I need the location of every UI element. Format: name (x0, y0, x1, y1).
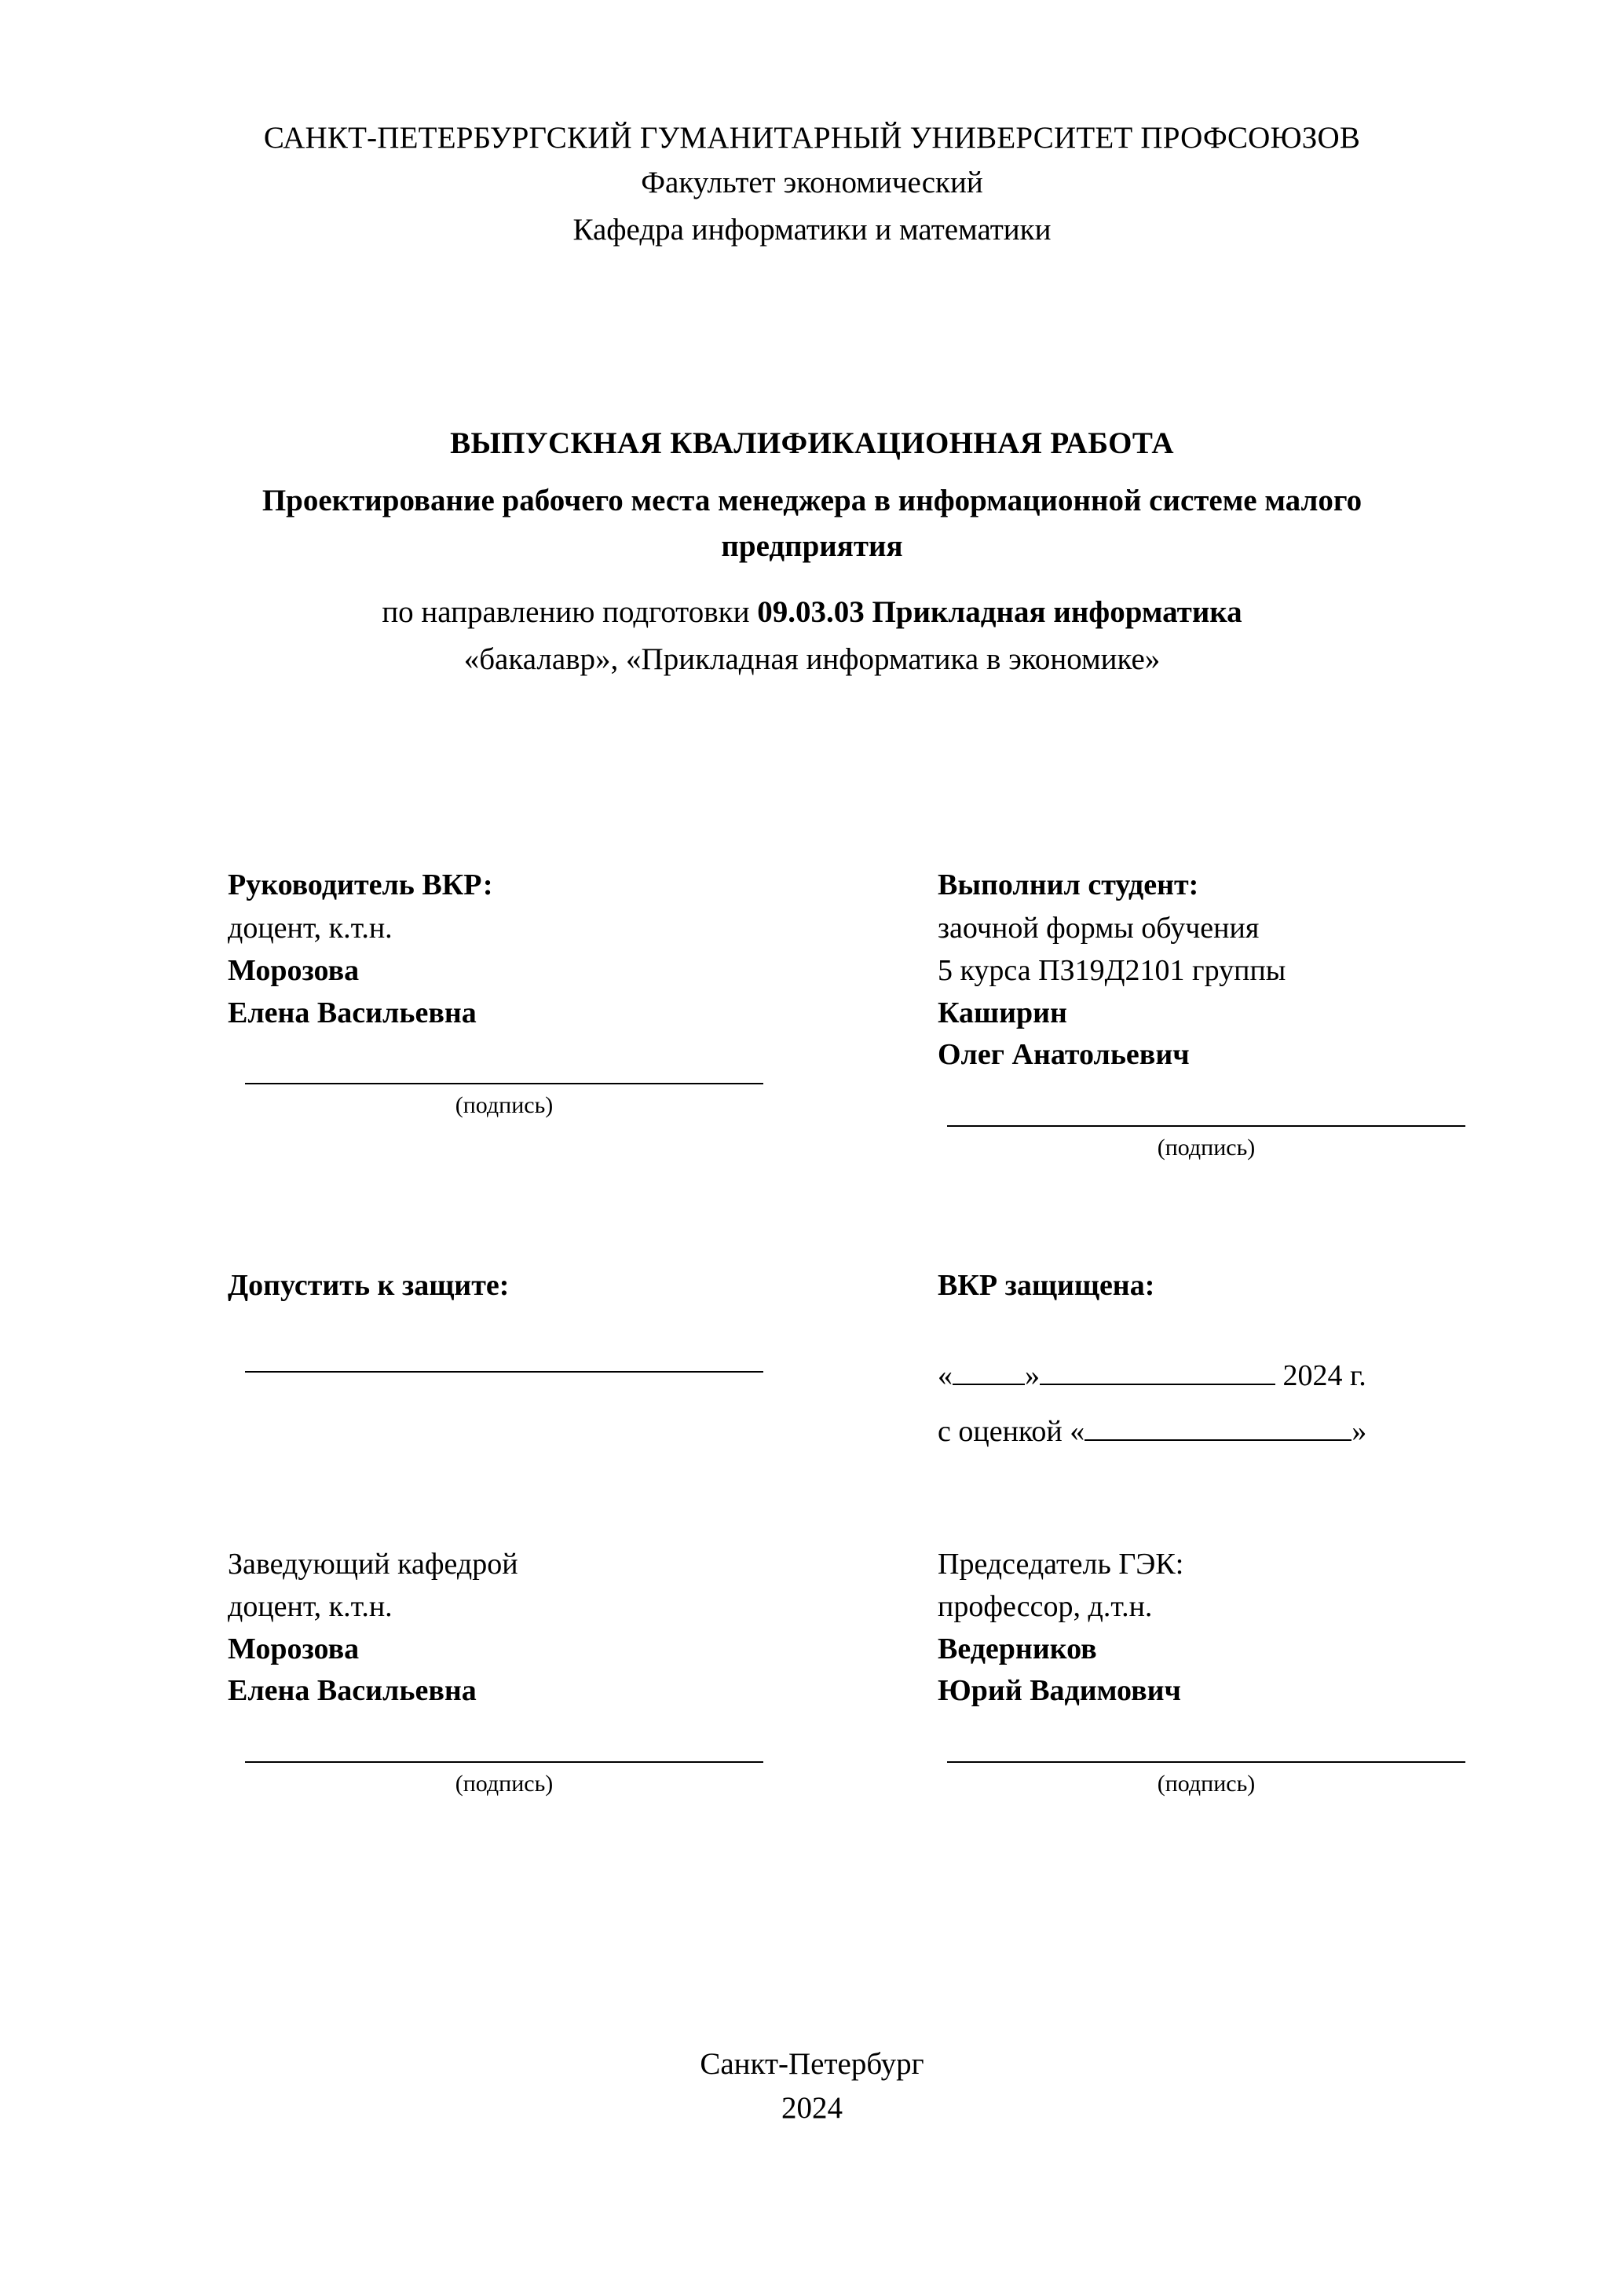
footer-year: 2024 (781, 2091, 843, 2126)
supervisor-degree: доцент, к.т.н. (228, 911, 393, 945)
chairman-role-label: Председатель ГЭК: (938, 1547, 1184, 1581)
program-code: 09.03.03 Прикладная информатика (757, 594, 1242, 629)
study-program (165, 590, 1459, 635)
student-role-label: Выполнил студент: (938, 868, 1199, 901)
defense-block (812, 1263, 1459, 1455)
head-degree: доцент, к.т.н. (228, 1589, 393, 1623)
student-group: 5 курса ПЗ19Д2101 группы (938, 953, 1286, 987)
student-signature-caption: (подпись) (1157, 1135, 1256, 1161)
spacer-2 (165, 1456, 1459, 1544)
student-form: заочной формы обучения (938, 911, 1260, 945)
chairman-signature-caption: (подпись) (1157, 1771, 1256, 1797)
spacer-1 (165, 1161, 1459, 1263)
defense-grade-blank (1084, 1439, 1352, 1441)
sec-chairman-block (812, 1544, 1459, 1798)
supervisor-surname: Морозова (228, 953, 360, 987)
head-signature-line (245, 1761, 763, 1763)
head-role-label: Заведующий кафедрой (228, 1547, 518, 1581)
defense-month-blank (1040, 1384, 1275, 1385)
supervisor-role-label: Руководитель ВКР: (228, 868, 493, 901)
qualification: «бакалавр», «Прикладная информатика в экономике» (463, 642, 1161, 677)
head-surname: Морозова (228, 1632, 360, 1665)
faculty-name: Факультет экономический (641, 165, 983, 199)
head-signature-caption: (подпись) (455, 1771, 554, 1797)
signature-row-head-chairman (165, 1544, 1459, 1798)
signature-area (165, 863, 1459, 1798)
chairman-surname: Ведерников (938, 1632, 1097, 1665)
department-name: Кафедра информатики и математики (572, 213, 1052, 247)
admission-signature-line (245, 1371, 763, 1373)
defense-grade (938, 1408, 1436, 1456)
defense-grade-close-quote: » (1352, 1414, 1367, 1448)
document-title-block (165, 426, 1459, 682)
page-footer (0, 2042, 1624, 2131)
defense-day-blank (953, 1384, 1025, 1385)
defense-date-close-quote: » (1025, 1359, 1040, 1393)
organization-header (165, 118, 1459, 254)
chairman-signature-line (947, 1761, 1465, 1763)
head-given-name: Елена Васильевна (228, 1674, 477, 1708)
head-of-department-block (165, 1544, 812, 1798)
program-prefix: по направлению подготовки (382, 594, 758, 629)
admission-block (165, 1263, 812, 1455)
thesis-theme: Проектирование рабочего места менеджера в информационной системе малого предприятия (262, 483, 1362, 564)
supervisor-block (165, 863, 812, 1162)
defense-grade-prefix: с оценкой « (938, 1414, 1085, 1448)
student-signature-line (947, 1125, 1465, 1127)
student-surname: Каширин (938, 996, 1067, 1029)
supervisor-signature-caption: (подпись) (455, 1092, 554, 1119)
university-name: САНКТ-ПЕТЕРБУРГСКИЙ ГУМАНИТАРНЫЙ УНИВЕРСИТЕТ ПРОФСОЮЗОВ (263, 121, 1361, 155)
defense-label: ВКР защищена: (938, 1269, 1155, 1303)
footer-city: Санкт-Петербург (700, 2046, 924, 2081)
chairman-degree: профессор, д.т.н. (938, 1589, 1153, 1623)
supervisor-given-name: Елена Васильевна (228, 996, 477, 1029)
student-given-name: Олег Анатольевич (938, 1038, 1190, 1072)
signature-row-admission-defense (165, 1263, 1459, 1455)
admission-label: Допустить к защите: (228, 1269, 510, 1303)
defense-date (938, 1349, 1436, 1402)
chairman-given-name: Юрий Вадимович (938, 1674, 1181, 1708)
signature-row-supervisor-student (165, 863, 1459, 1162)
student-block (812, 863, 1459, 1162)
defense-year: 2024 г. (1282, 1359, 1366, 1393)
defense-date-open-quote: « (938, 1359, 953, 1393)
document-type: ВЫПУСКНАЯ КВАЛИФИКАЦИОННАЯ РАБОТА (450, 426, 1174, 460)
supervisor-signature-line (245, 1083, 763, 1084)
